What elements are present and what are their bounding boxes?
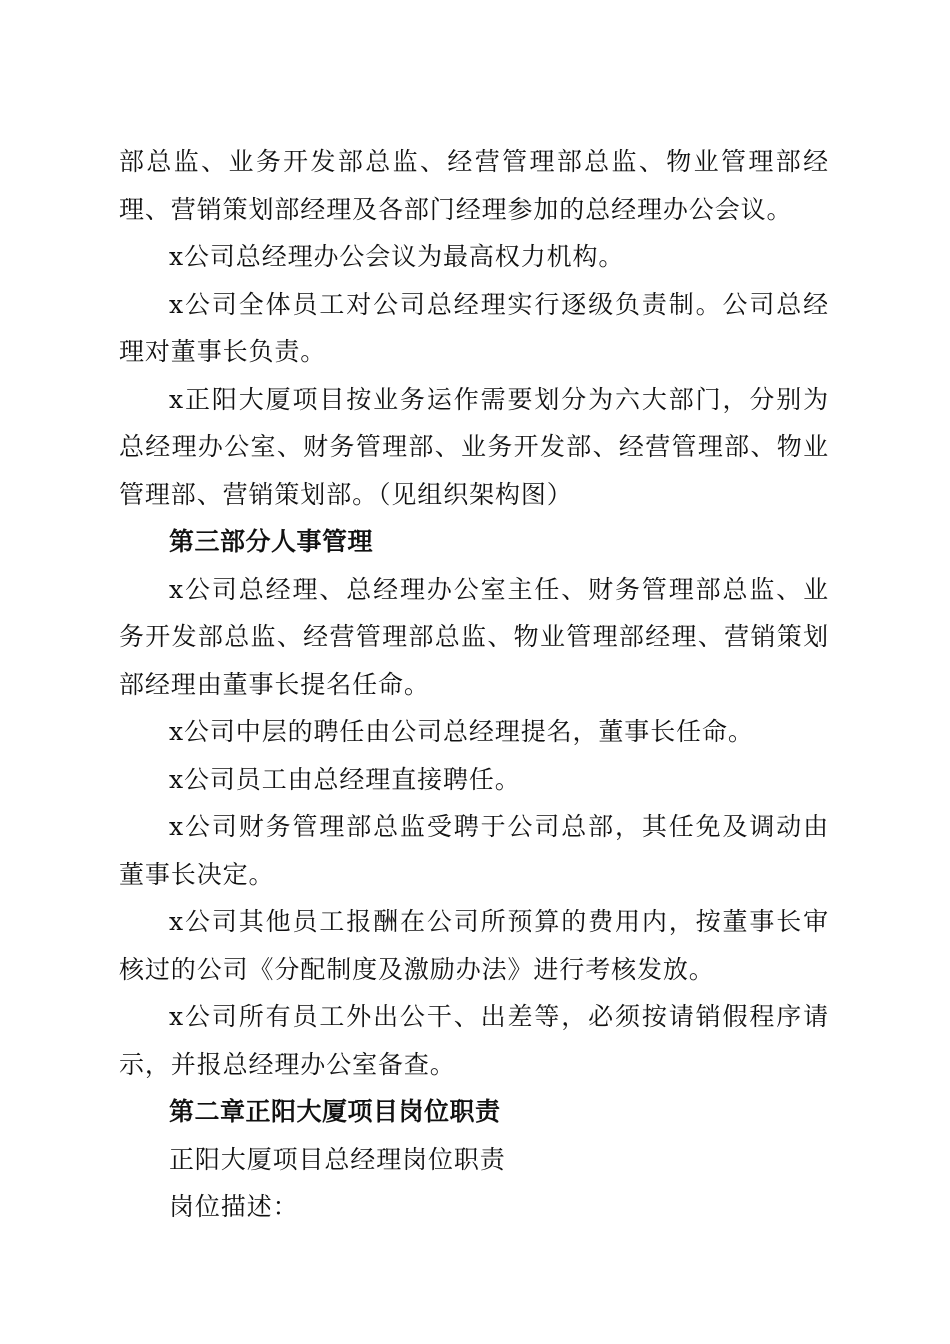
document-body <box>119 138 829 1231</box>
position-title: 正阳大厦项目总经理岗位职责 <box>169 1144 506 1174</box>
section-title: 第三部分人事管理 <box>169 527 374 556</box>
chapter-title: 第二章正阳大厦项目岗位职责 <box>169 1097 501 1126</box>
paragraph: x公司总经理办公会议为最高权力机构。 <box>169 242 625 271</box>
position-description-label: 岗位描述： <box>169 1192 299 1221</box>
paragraph: x公司其他员工报酬在公司所预算的费用内，按董事长审核过的公司《分配制度及激励办法》进行考核发放。 <box>119 907 829 984</box>
paragraph: x公司所有员工外出公干、出差等，必须按请销假程序请示，并报总经理办公室备查。 <box>119 1002 829 1079</box>
paragraph: 部总监、业务开发部总监、经营管理部总监、物业管理部经理、营销策划部经理及各部门经理参加的总经理办公会议。 <box>119 147 829 224</box>
paragraph: x公司全体员工对公司总经理实行逐级负责制。公司总经理对董事长负责。 <box>119 289 829 366</box>
paragraph: x公司财务管理部总监受聘于公司总部，其任免及调动由董事长决定。 <box>119 812 829 889</box>
paragraph: x公司员工由总经理直接聘任。 <box>169 764 521 794</box>
paragraph: x公司中层的聘任由公司总经理提名，董事长任命。 <box>169 717 754 746</box>
paragraph: x正阳大厦项目按业务运作需要划分为六大部门，分别为总经理办公室、财务管理部、业务开发部、经营管理部、物业管理部、营销策划部。（见组织架构图） <box>119 384 829 509</box>
paragraph: x公司总经理、总经理办公室主任、财务管理部总监、业务开发部总监、经营管理部总监、物业管理部经理、营销策划部经理由董事长提名任命。 <box>119 574 829 699</box>
